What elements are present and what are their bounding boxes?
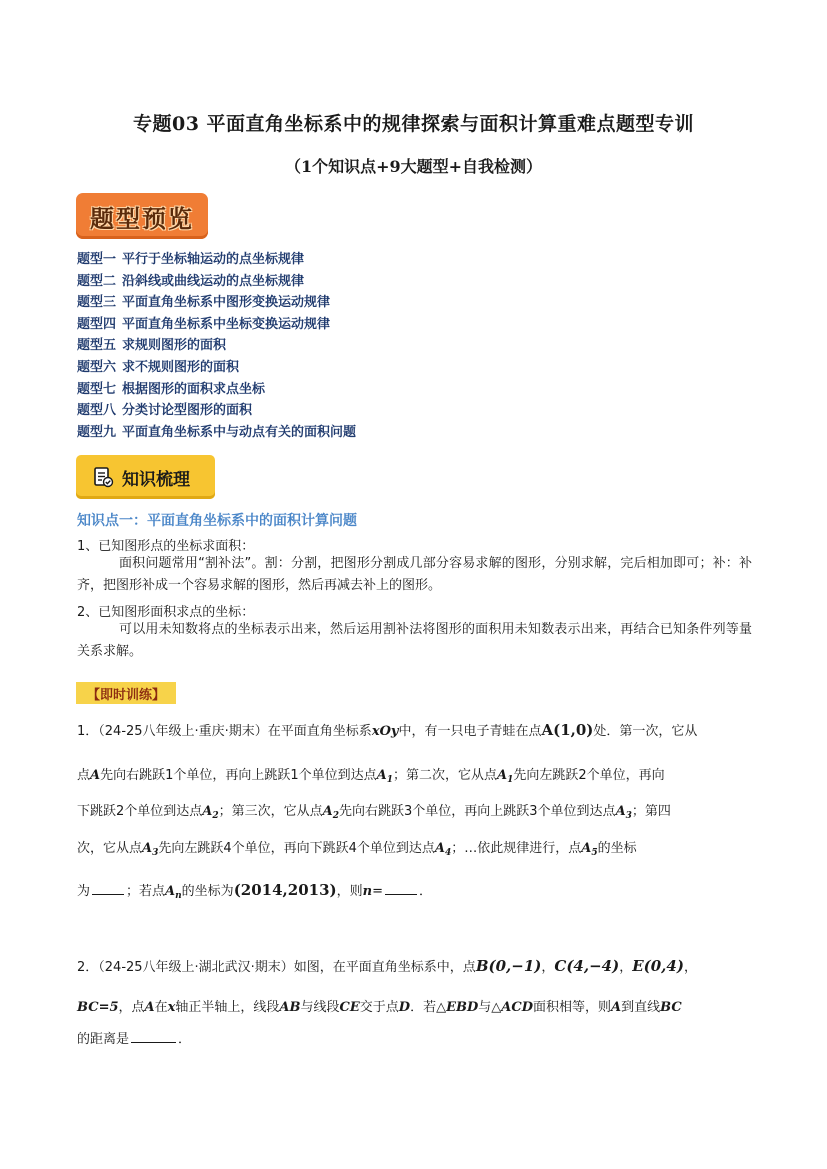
preview-badge xyxy=(76,193,208,239)
type-label: 平面直角坐标系中图形变换运动规律 xyxy=(122,295,331,311)
q1-text: ；第三次，它从点 xyxy=(218,804,323,819)
type-item-5[interactable] xyxy=(77,335,356,357)
q1-math: A xyxy=(376,768,387,783)
q1-line-5 xyxy=(77,880,432,901)
type-label: 平行于坐标轴运动的点坐标规律 xyxy=(122,252,305,267)
type-item-2[interactable] xyxy=(77,271,356,293)
type-label: 根据图形的面积求点坐标 xyxy=(122,381,266,397)
q1-text: ；第二次，它从点 xyxy=(393,768,498,783)
q2-text: 2．（24-25八年级上·湖北武汉·期末）如图，在平面直角坐标系中，点 xyxy=(77,960,476,975)
q1-point-a: A(1,0) xyxy=(541,721,594,739)
q1-point-an: (2014,2013) xyxy=(233,881,337,899)
q2-text: ， xyxy=(541,960,555,975)
q1-subscript: 4 xyxy=(445,848,452,858)
knowledge-item2-heading: 2、已知图形面积求点的坐标： xyxy=(77,605,255,620)
q2-math: A xyxy=(144,1000,155,1015)
type-label: 平面直角坐标系中坐标变换运动规律 xyxy=(122,316,331,332)
q2-text: ，点 xyxy=(118,1000,145,1015)
q1-text: ；第四 xyxy=(631,804,671,819)
training-tag: 【即时训练】 xyxy=(76,682,176,704)
q2-text: ． xyxy=(178,1032,192,1047)
q1-subscript: 2 xyxy=(212,811,219,821)
q1-subscript: 5 xyxy=(591,848,598,858)
q1-math: A xyxy=(142,841,153,856)
q1-text: 1．（24-25八年级上·重庆·期末）在平面直角坐标系 xyxy=(77,724,372,739)
type-item-9[interactable] xyxy=(77,422,356,444)
q1-text: 下跳跃2个单位到达点 xyxy=(77,804,203,819)
q2-math: BC=5 xyxy=(77,1000,119,1015)
type-item-3[interactable] xyxy=(77,292,356,314)
type-num: 题型二 xyxy=(77,273,117,289)
q2-math: D xyxy=(398,1000,411,1015)
q2-point-b: B(0,−1) xyxy=(475,957,542,975)
q2-text: 交于点 xyxy=(359,1000,399,1015)
type-num: 题型三 xyxy=(77,295,117,311)
type-num: 题型八 xyxy=(77,403,117,419)
type-num: 题型四 xyxy=(77,316,117,332)
type-num: 题型五 xyxy=(77,338,117,354)
q2-text: ．若 xyxy=(410,1000,437,1015)
type-list xyxy=(77,249,356,443)
q1-math: A xyxy=(434,841,446,856)
q2-line-3 xyxy=(77,1028,191,1047)
knowledge-badge xyxy=(76,455,215,499)
q1-math: A xyxy=(581,841,592,856)
q1-text: ，则 xyxy=(336,884,363,899)
q2-text: ， xyxy=(619,960,633,975)
q1-text: 为 xyxy=(77,884,91,899)
q1-text: 先向右跳跃1个单位，再向上跳跃1个单位到达点 xyxy=(100,768,377,783)
q2-line-2 xyxy=(77,996,682,1015)
q1-math: A xyxy=(90,768,101,783)
type-label: 平面直角坐标系中与动点有关的面积问题 xyxy=(122,424,357,440)
q1-text: 处．第一次，它从 xyxy=(593,724,698,739)
q2-text: 轴正半轴上，线段 xyxy=(175,1000,280,1015)
q2-math: A xyxy=(611,1000,622,1015)
type-label: 分类讨论型图形的面积 xyxy=(122,403,253,419)
q1-math: A xyxy=(322,804,333,819)
q2-math: BC xyxy=(660,1000,682,1015)
knowledge-item2-text: 可以用未知数将点的坐标表示出来，然后运用割补法将图形的面积用未知数表示出来，再结合已知条件列等量关系求解。 xyxy=(77,622,752,659)
q2-answer-blank[interactable] xyxy=(131,1030,176,1043)
q1-math: A xyxy=(202,804,213,819)
q1-text: = xyxy=(372,884,383,899)
knowledge-point-title: 知识点一：平面直角坐标系中的面积计算问题 xyxy=(77,513,357,529)
q1-text: 先向左跳跃2个单位，再向 xyxy=(513,768,665,783)
q2-text: 与线段 xyxy=(300,1000,340,1015)
page-subtitle: （1个知识点+9大题型+自我检测） xyxy=(284,157,543,176)
q2-math: CE xyxy=(339,1000,360,1015)
q1-math: xOy xyxy=(371,724,399,739)
q1-math: A xyxy=(497,768,508,783)
type-item-8[interactable] xyxy=(77,400,356,422)
type-num: 题型一 xyxy=(77,252,117,267)
q2-text: 在 xyxy=(154,1000,168,1015)
knowledge-item1-heading: 1、已知图形点的坐标求面积： xyxy=(77,539,255,554)
q2-math: x xyxy=(167,1000,176,1015)
q2-text: 到直线 xyxy=(621,1000,661,1015)
q2-text: 的距离是 xyxy=(77,1032,130,1047)
q1-subscript: 1 xyxy=(386,775,394,785)
type-num: 题型九 xyxy=(77,424,117,440)
q2-text: 面积相等，则 xyxy=(533,1000,612,1015)
q1-text: 先向左跳跃4个单位，再向下跳跃4个单位到达点 xyxy=(158,841,435,856)
q1-subscript: 3 xyxy=(152,848,159,858)
q1-text: 先向右跳跃3个单位，再向上跳跃3个单位到达点 xyxy=(339,804,616,819)
q2-line-1 xyxy=(77,956,697,975)
type-item-7[interactable] xyxy=(77,379,356,401)
type-item-1[interactable] xyxy=(77,249,356,271)
q2-text: 与 xyxy=(478,1000,492,1015)
type-label: 求不规则图形的面积 xyxy=(122,359,240,375)
preview-badge-label: 题型预览 xyxy=(90,203,194,233)
type-label: 求规则图形的面积 xyxy=(122,338,227,354)
q1-text: ；若点 xyxy=(126,884,166,899)
q1-answer-blank-2[interactable] xyxy=(385,882,417,895)
q1-text: 点 xyxy=(77,768,91,783)
type-item-6[interactable] xyxy=(77,357,356,379)
q1-text: ． xyxy=(418,884,432,899)
q1-line-3 xyxy=(77,800,671,821)
q1-text: 中，有一只电子青蛙在点 xyxy=(398,724,542,739)
q1-math: n xyxy=(362,884,373,899)
document-check-icon xyxy=(92,466,114,488)
q1-text: 次，它从点 xyxy=(77,841,143,856)
q1-answer-blank-1[interactable] xyxy=(92,882,124,895)
q1-subscript: 1 xyxy=(507,775,514,785)
q1-subscript: n xyxy=(175,891,182,901)
q1-text: 的坐标为 xyxy=(181,884,234,899)
q2-point-e: E(0,4) xyxy=(632,957,684,975)
q2-math: △EBD xyxy=(436,1000,479,1015)
q1-line-4 xyxy=(77,837,637,858)
q1-math: A xyxy=(165,884,176,899)
q1-math: A xyxy=(615,804,626,819)
q1-line-1 xyxy=(77,720,697,739)
knowledge-item1-text: 面积问题常用“割补法”。割：分割，把图形分割成几部分容易求解的图形，分别求解，完后相加即可；补：补齐，把图形补成一个容易求解的图形，然后再减去补上的图形。 xyxy=(77,556,752,593)
q1-text: ；…依此规律进行，点 xyxy=(451,841,582,856)
q1-subscript: 3 xyxy=(625,811,632,821)
type-label: 沿斜线或曲线运动的点坐标规律 xyxy=(122,273,305,289)
knowledge-badge-label: 知识梳理 xyxy=(122,469,190,490)
q1-line-2 xyxy=(77,764,665,785)
type-num: 题型六 xyxy=(77,359,117,375)
type-num: 题型七 xyxy=(77,381,117,397)
q2-point-c: C(4,−4) xyxy=(554,957,620,975)
q2-math: AB xyxy=(279,1000,301,1015)
page-title: 专题03 平面直角坐标系中的规律探索与面积计算重难点题型专训 xyxy=(132,113,695,135)
q1-subscript: 2 xyxy=(332,811,340,821)
q2-math: △ACD xyxy=(491,1000,533,1015)
q2-text: ， xyxy=(683,960,697,975)
type-item-4[interactable] xyxy=(77,314,356,336)
q1-text: 的坐标 xyxy=(597,841,637,856)
